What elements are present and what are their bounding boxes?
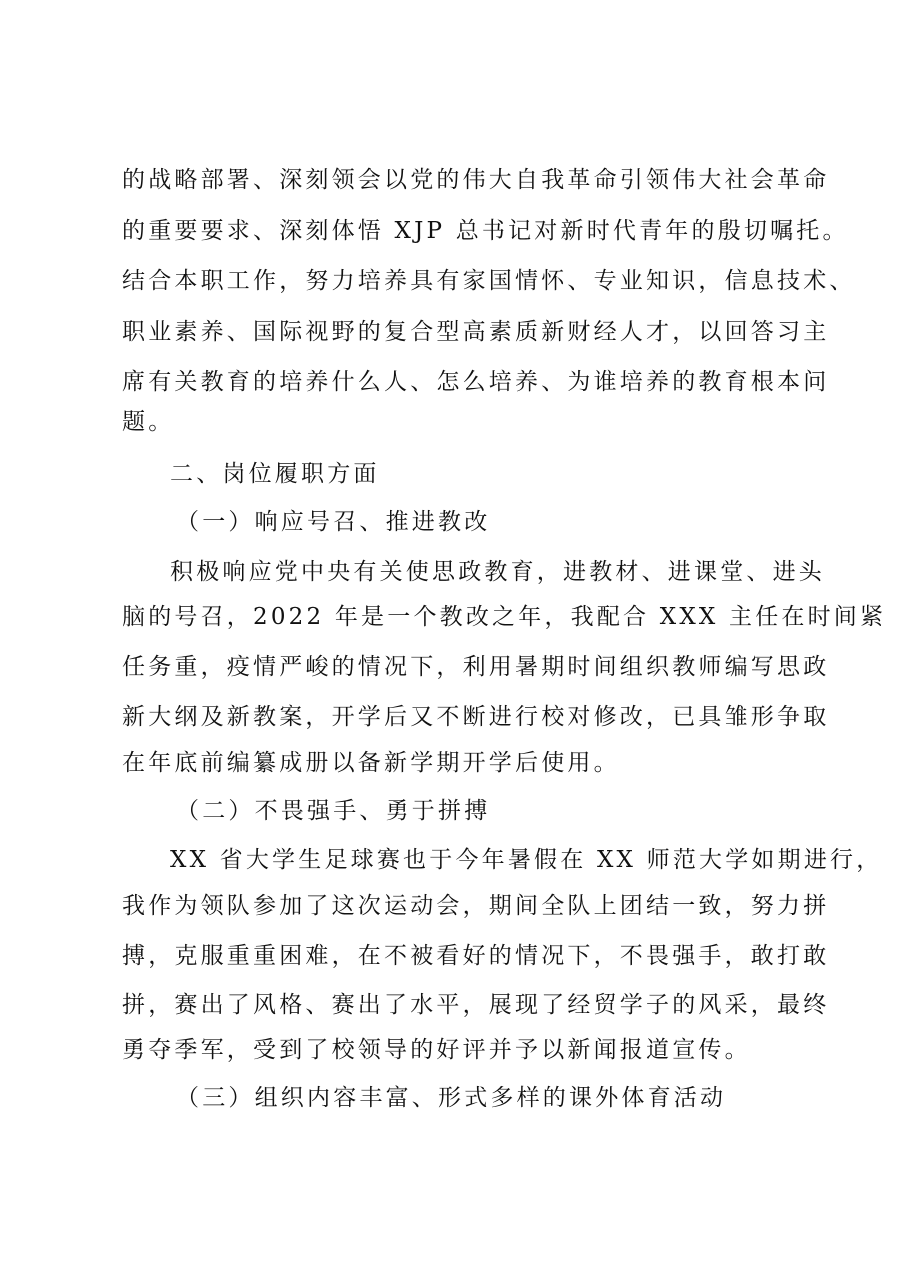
paragraph-line: 新大纲及新教案，开学后又不断进行校对修改，已具雏形争取 bbox=[122, 704, 830, 730]
paragraph-line: 我作为领队参加了这次运动会，期间全队上团结一致，努力拼 bbox=[122, 893, 830, 919]
paragraph-line: 的战略部署、深刻领会以党的伟大自我革命引领伟大社会革命 bbox=[122, 167, 830, 193]
paragraph-line: 勇夺季军，受到了校领导的好评并予以新闻报道宣传。 bbox=[122, 1037, 751, 1063]
paragraph-line: XX 省大学生足球赛也于今年暑假在 XX 师范大学如期进行， bbox=[170, 847, 883, 873]
paragraph-line: 席有关教育的培养什么人、怎么培养、为谁培养的教育根本问 bbox=[122, 369, 830, 395]
paragraph-line: 职业素养、国际视野的复合型高素质新财经人才，以回答习主 bbox=[122, 319, 830, 345]
paragraph-line: 在年底前编纂成册以备新学期开学后使用。 bbox=[122, 750, 620, 776]
subsection-heading: （二）不畏强手、勇于拼搏 bbox=[176, 798, 491, 824]
paragraph-line: 结合本职工作，努力培养具有家国情怀、专业知识，信息技术、 bbox=[122, 268, 856, 294]
paragraph-line: 任务重，疫情严峻的情况下，利用暑期时间组织教师编写思政 bbox=[122, 654, 830, 680]
paragraph-line: 拼，赛出了风格、赛出了水平，展现了经贸学子的风采，最终 bbox=[122, 992, 830, 1018]
subsection-heading: （一）响应号召、推进教改 bbox=[176, 509, 491, 535]
subsection-heading: （三）组织内容丰富、形式多样的课外体育活动 bbox=[176, 1085, 727, 1111]
paragraph-line: 积极响应党中央有关使思政教育，进教材、进课堂、进头 bbox=[170, 559, 825, 585]
paragraph-line: 搏，克服重重困难，在不被看好的情况下，不畏强手，敢打敢 bbox=[122, 943, 830, 969]
paragraph-line: 脑的号召，2022 年是一个教改之年，我配合 XXX 主任在时间紧 bbox=[122, 604, 887, 630]
section-heading: 二、岗位履职方面 bbox=[170, 461, 380, 487]
paragraph-line: 的重要要求、深刻体悟 XJP 总书记对新时代青年的殷切嘱托。 bbox=[122, 218, 849, 244]
paragraph-line: 题。 bbox=[122, 409, 175, 435]
